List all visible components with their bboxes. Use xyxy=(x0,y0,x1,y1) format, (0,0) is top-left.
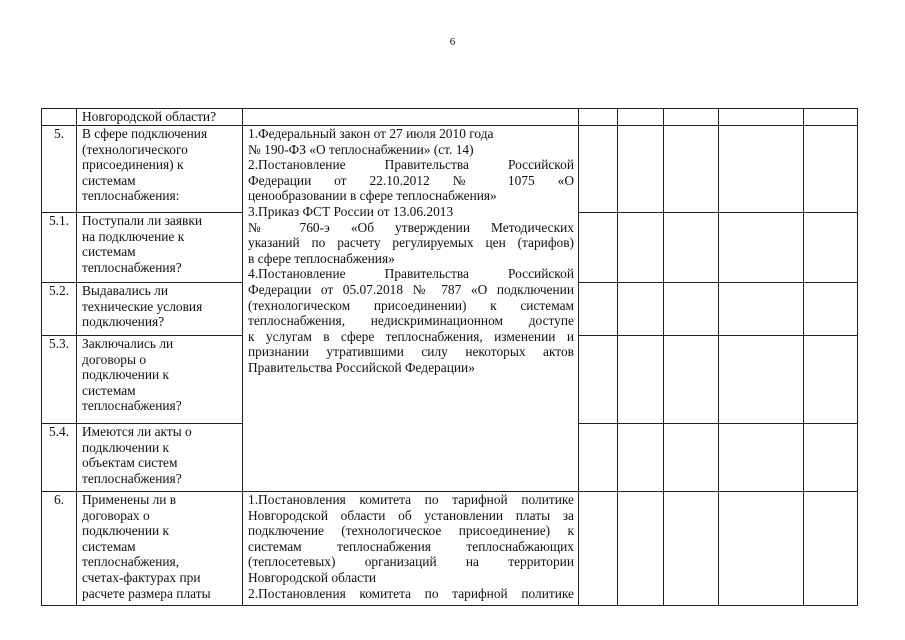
basis-line: 4.Постановление Правительства Российской xyxy=(248,266,574,282)
basis-line: ценообразовании в сфере теплоснабжения» xyxy=(248,188,497,204)
answer-cell-note xyxy=(804,213,858,283)
answer-cell-note xyxy=(804,283,858,336)
question-line: договоры о xyxy=(82,351,147,367)
question-cell xyxy=(77,336,243,424)
question-line: Поступали ли заявки xyxy=(82,213,203,228)
row-number-cell: 5.1. xyxy=(42,213,77,283)
answer-cell-no xyxy=(618,492,664,606)
question-line: присоединения) к xyxy=(82,157,184,173)
question-line: подключении к xyxy=(82,523,169,539)
question-line: теплоснабжения? xyxy=(82,398,182,414)
basis-line: № 190-ФЗ «О теплоснабжении» (ст. 14) xyxy=(248,141,474,157)
question-line: системам xyxy=(82,382,136,398)
basis-line: 2.Постановление Правительства Российской xyxy=(248,157,574,173)
answer-cell-not-applicable xyxy=(664,424,719,492)
basis-line: признании утратившими силу некоторых актов xyxy=(248,344,574,360)
basis-line: указаний по расчету регулируемых цен (тарифов) xyxy=(248,235,574,251)
answer-cell-yes xyxy=(579,492,618,606)
question-line: системам xyxy=(82,244,136,260)
answer-cell-not-applicable xyxy=(664,213,719,283)
question-line: расчете размера платы xyxy=(82,585,211,601)
question-cell xyxy=(77,424,243,492)
basis-line: 1.Федеральный закон от 27 июля 2010 года xyxy=(248,126,494,141)
question-line: Имеются ли акты о xyxy=(82,424,192,439)
row-number-cell: 5. xyxy=(42,126,77,213)
answer-cell-yes xyxy=(579,424,618,492)
question-line: Применены ли в xyxy=(82,492,177,507)
basis-line: 1.Постановления комитета по тарифной политике xyxy=(248,492,574,507)
answer-cell-comment xyxy=(719,336,804,424)
row-number-cell: 5.2. xyxy=(42,283,77,336)
legal-basis-cell xyxy=(243,126,579,492)
answer-cell-yes xyxy=(579,283,618,336)
answer-cell-no xyxy=(618,213,664,283)
answer-cell-note xyxy=(804,109,858,126)
row-number-cell: 5.3. xyxy=(42,336,77,424)
question-line: теплоснабжения: xyxy=(82,188,180,204)
question-text: Новгородской области? xyxy=(82,109,217,124)
question-line: (технологического xyxy=(82,141,188,157)
basis-line: (технологическом присоединении) к системам xyxy=(248,297,574,313)
question-line: подключении к xyxy=(82,367,169,383)
basis-line: в сфере теплоснабжения» xyxy=(248,250,395,266)
answer-cell-yes xyxy=(579,109,618,126)
question-line: Заключались ли xyxy=(82,336,174,351)
basis-cell xyxy=(243,109,579,126)
basis-line: 2.Постановления комитета по тарифной политике xyxy=(248,585,574,601)
answer-cell-comment xyxy=(719,213,804,283)
answer-cell-comment xyxy=(719,109,804,126)
answer-cell-no xyxy=(618,336,664,424)
legal-basis-cell xyxy=(243,492,579,606)
question-line: на подключение к xyxy=(82,228,185,244)
checklist-table xyxy=(41,108,858,606)
question-line: системам xyxy=(82,538,136,554)
table-row-continuation xyxy=(42,109,858,126)
answer-cell-yes xyxy=(579,126,618,213)
basis-line: (теплосетевых) организаций на территории xyxy=(248,554,574,570)
answer-cell-comment xyxy=(719,424,804,492)
answer-cell-comment xyxy=(719,283,804,336)
basis-line: Федерации от 05.07.2018 № 787 «О подключении xyxy=(248,281,574,297)
question-line: технические условия xyxy=(82,298,203,314)
table-row-5 xyxy=(42,126,858,213)
basis-line: № 760-э «Об утверждении Методических xyxy=(248,219,574,235)
basis-line: подключение (технологическое присоединение) к xyxy=(248,523,574,539)
answer-cell-not-applicable xyxy=(664,492,719,606)
answer-cell-comment xyxy=(719,492,804,606)
answer-cell-no xyxy=(618,126,664,213)
row-number-cell xyxy=(42,109,77,126)
page-number: 6 xyxy=(449,36,456,48)
question-line: Выдавались ли xyxy=(82,283,168,298)
basis-line: к услугам в сфере теплоснабжения, изменении и xyxy=(248,328,574,344)
question-line: подключения? xyxy=(82,314,165,330)
basis-line: теплоснабжения, недискриминационном доступе xyxy=(248,313,574,329)
basis-line: системам теплоснабжения теплоснабжающих xyxy=(248,538,574,554)
question-line: теплоснабжения? xyxy=(82,259,182,275)
table-row-6 xyxy=(42,492,858,606)
question-line: теплоснабжения, xyxy=(82,554,180,570)
answer-cell-note xyxy=(804,336,858,424)
answer-cell-no xyxy=(618,424,664,492)
question-cell xyxy=(77,492,243,606)
basis-line: Правительства Российской Федерации» xyxy=(248,359,475,375)
answer-cell-not-applicable xyxy=(664,109,719,126)
question-cell xyxy=(77,109,243,126)
answer-cell-no xyxy=(618,283,664,336)
question-line: договорах о xyxy=(82,507,150,523)
answer-cell-comment xyxy=(719,126,804,213)
question-line: подключении к xyxy=(82,439,169,455)
question-line: счетах-фактурах при xyxy=(82,569,201,585)
row-number-cell: 6. xyxy=(42,492,77,606)
basis-line: Федерации от 22.10.2012 № 1075 «О xyxy=(248,172,574,188)
basis-line: Новгородской области об установлении платы за xyxy=(248,507,574,523)
answer-cell-no xyxy=(618,109,664,126)
row-number-cell: 5.4. xyxy=(42,424,77,492)
answer-cell-not-applicable xyxy=(664,336,719,424)
question-line: теплоснабжения? xyxy=(82,470,182,486)
answer-cell-note xyxy=(804,492,858,606)
answer-cell-not-applicable xyxy=(664,283,719,336)
answer-cell-note xyxy=(804,126,858,213)
question-line: В сфере подключения xyxy=(82,126,208,141)
question-cell xyxy=(77,126,243,213)
question-cell xyxy=(77,283,243,336)
answer-cell-yes xyxy=(579,336,618,424)
basis-line: Новгородской области xyxy=(248,569,377,585)
question-cell xyxy=(77,213,243,283)
question-line: объектам систем xyxy=(82,455,178,471)
basis-line: 3.Приказ ФСТ России от 13.06.2013 xyxy=(248,203,454,219)
question-line: системам xyxy=(82,172,136,188)
answer-cell-note xyxy=(804,424,858,492)
answer-cell-not-applicable xyxy=(664,126,719,213)
answer-cell-yes xyxy=(579,213,618,283)
